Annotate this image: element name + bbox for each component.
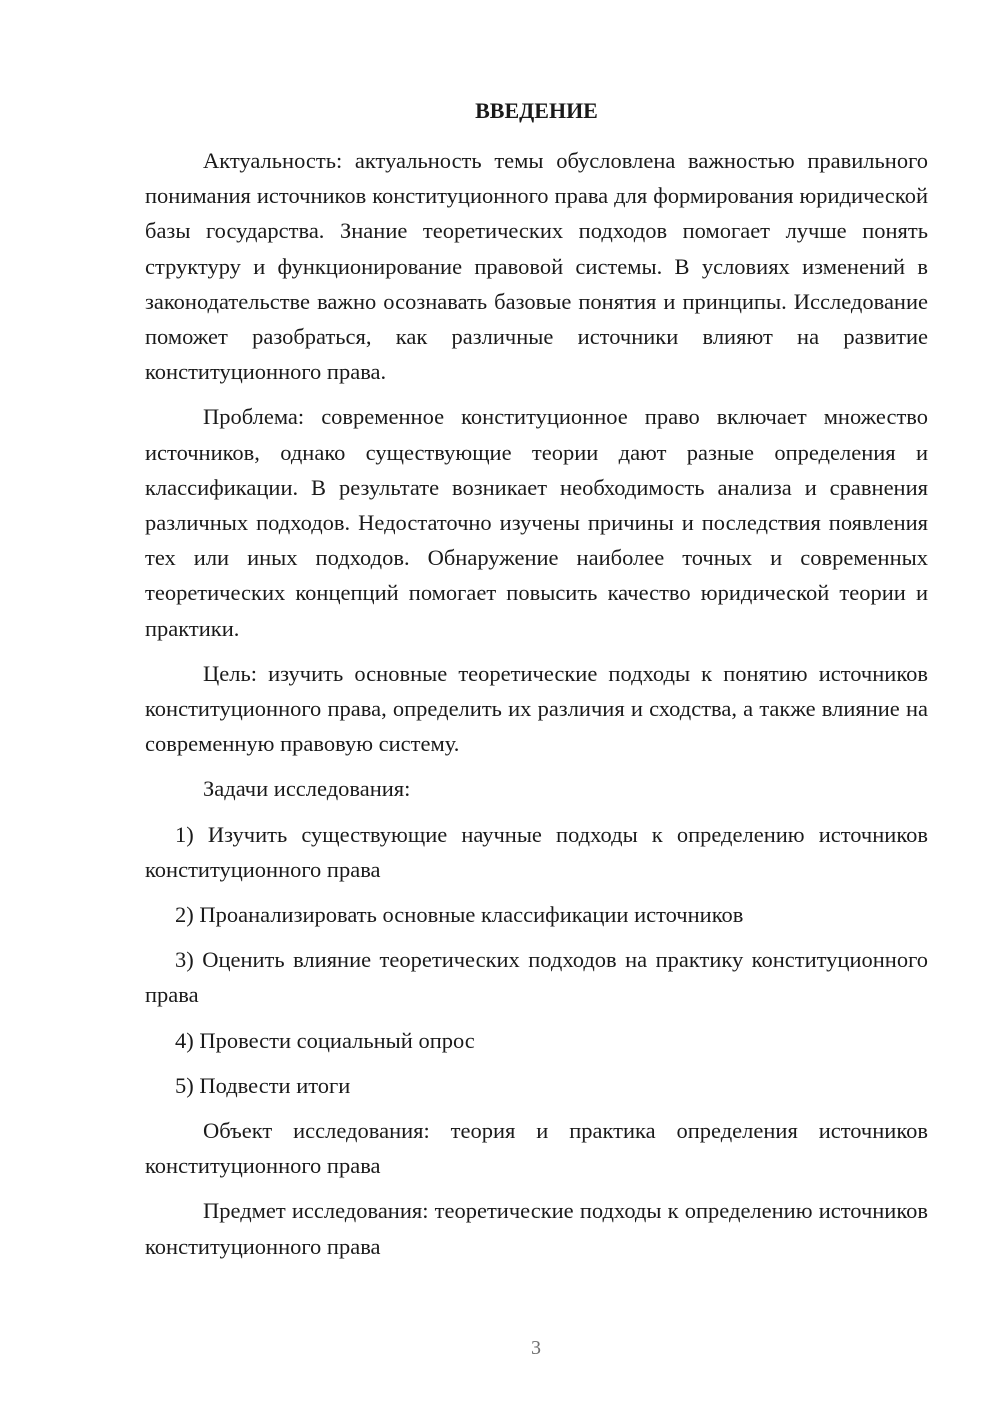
object-paragraph: Объект исследования: теория и практика определения источников конституционного права xyxy=(145,1118,928,1179)
body-text xyxy=(145,143,928,1274)
task-item: 1) Изучить существующие научные подходы к определению источников конституционного права xyxy=(145,821,928,882)
task-item: 3) Оценить влияние теоретических подходов на практику конституционного права xyxy=(145,947,928,1008)
subject-paragraph: Предмет исследования: теоретические подходы к определению источников конституционного права xyxy=(145,1198,928,1259)
page-number: 3 xyxy=(531,1337,541,1359)
relevance-paragraph: Актуальность: актуальность темы обусловлена важностью правильного понимания источников конституционного права для формирования юридической базы государства. Знание теоретических подходов помогает лучше понять структуру и функционирование правовой системы. В условиях изменений в законодательстве важно осознавать базовые понятия и принципы. Исследование поможет разобраться, как различные источники влияют на развитие конституционного права. xyxy=(145,148,928,385)
task-item: 5) Подвести итоги xyxy=(175,1072,351,1098)
tasks-list xyxy=(145,817,928,1103)
problem-paragraph: Проблема: современное конституционное право включает множество источников, однако существующие теории дают разные определения и классификации. В результате возникает необходимость анализа и сравнения различных подходов. Недостаточно изучены причины и последствия появления тех или иных подходов. Обнаружение наиболее точных и современных теоретических концепций помогает повысить качество юридической теории и практики. xyxy=(145,404,928,641)
goal-paragraph: Цель: изучить основные теоретические подходы к понятию источников конституционного права, определить их различия и сходства, а также влияние на современную правовую систему. xyxy=(145,660,928,757)
page-title: ВВЕДЕНИЕ xyxy=(475,98,598,123)
task-item: 2) Проанализировать основные классификации источников xyxy=(175,902,744,928)
task-item: 4) Провести социальный опрос xyxy=(175,1027,475,1053)
tasks-heading: Задачи исследования: xyxy=(203,776,411,802)
